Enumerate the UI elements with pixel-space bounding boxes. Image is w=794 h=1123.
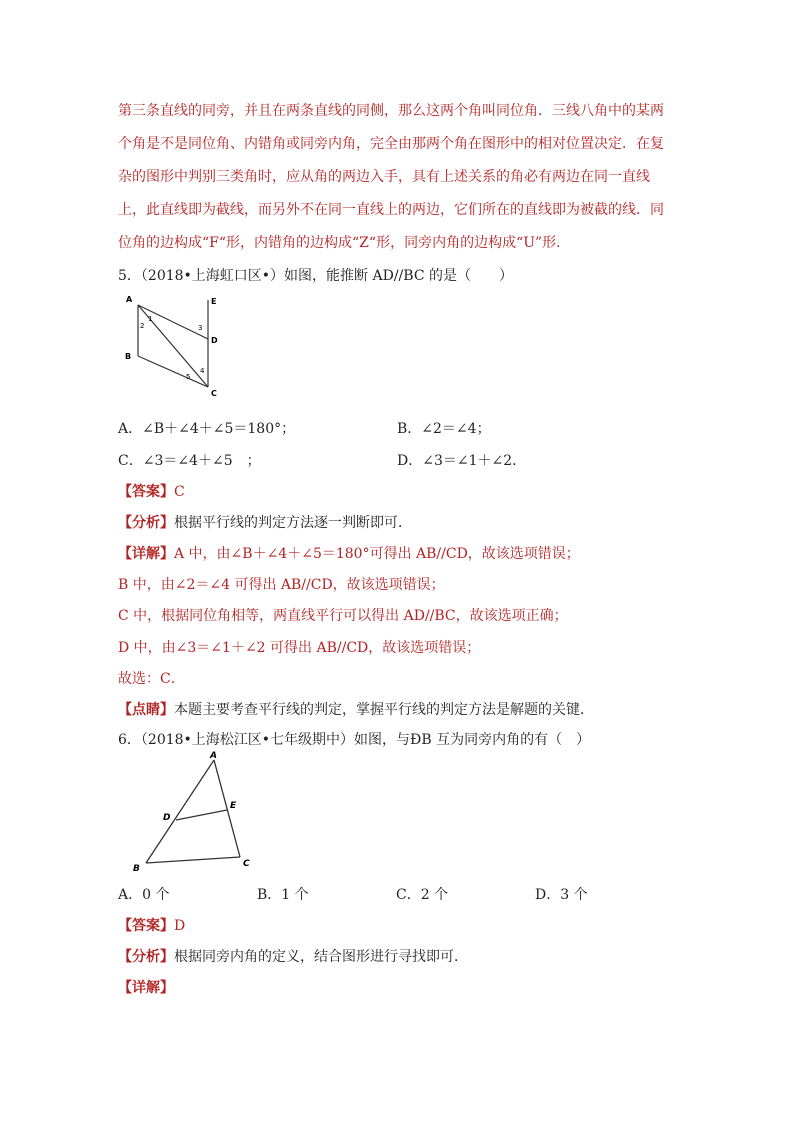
label-c: C	[243, 859, 250, 869]
q5-option-a: A．∠B＋∠4＋∠5＝180°；	[118, 421, 296, 437]
label-e: E	[211, 297, 217, 306]
q6-option-d: D．3 个	[535, 887, 588, 903]
segment-bc	[146, 857, 240, 863]
detail-tag: 【详解】	[118, 546, 174, 562]
answer-value: D	[174, 918, 186, 934]
label-b: B	[133, 864, 140, 874]
q6-figure	[128, 750, 263, 875]
answer-tag: 【答案】	[118, 918, 174, 934]
label-d: D	[211, 336, 218, 345]
segment-bc	[138, 356, 208, 387]
label-b: B	[125, 352, 132, 361]
label-d: D	[163, 813, 171, 823]
q5-choose: 故选：C．	[118, 671, 185, 687]
q5-detail-c: C 中，根据同位角相等，两直线平行可以得出 AD//BC，故该选项正确；	[118, 608, 568, 624]
intro-line-4: 上，此直线即为截线，而另外不在同一直线上的两边，它们所在的直线即为被截的线．同	[118, 202, 664, 218]
analysis-text: 根据平行线的判定方法逐一判断即可．	[174, 515, 412, 531]
q5-option-b: B．∠2＝∠4；	[397, 421, 491, 437]
analysis-text: 根据同旁内角的定义，结合图形进行寻找即可．	[174, 949, 468, 965]
point-text: 本题主要考查平行线的判定，掌握平行线的判定方法是解题的关键．	[174, 702, 594, 718]
q6-option-b: B．1 个	[257, 887, 309, 903]
intro-line-2: 个角是不是同位角、内错角或同旁内角，完全由那两个角在图形中的相对位置决定．在复	[118, 136, 664, 152]
label-angle-2: 2	[140, 322, 145, 330]
q5-stem: 5．（2018•上海虹口区•）如图，能推断 AD//BC 的是（ ）	[118, 268, 513, 284]
label-e: E	[230, 801, 237, 811]
q6-stem: 6．（2018•上海松江区•七年级期中）如图，与ÐB 互为同旁内角的有（ ）	[118, 732, 591, 748]
q6-option-a: A．0 个	[118, 887, 170, 903]
q5-detail-d: D 中，由∠3＝∠1＋∠2 可得出 AB//CD，故该选项错误；	[118, 640, 481, 656]
analysis-tag: 【分析】	[118, 515, 174, 531]
label-angle-4: 4	[200, 367, 205, 375]
intro-line-5: 位角的边构成“F“形，内错角的边构成“Z“形，同旁内角的边构成“U”形．	[118, 235, 571, 251]
q5-figure	[120, 288, 240, 400]
label-c: C	[211, 389, 217, 398]
label-angle-5: 5	[186, 373, 191, 381]
label-angle-1: 1	[148, 315, 153, 323]
detail-a-text: A 中，由∠B＋∠4＋∠5＝180°可得出 AB//CD，故该选项错误；	[174, 546, 580, 562]
label-a: A	[126, 295, 133, 304]
label-a: A	[210, 751, 217, 761]
q5-detail-a	[118, 543, 580, 563]
q5-option-d: D．∠3＝∠1＋∠2．	[397, 453, 527, 469]
intro-line-1: 第三条直线的同旁，并且在两条直线的同侧，那么这两个角叫同位角．三线八角中的某两	[118, 103, 664, 119]
segment-ab	[146, 760, 214, 863]
detail-tag: 【详解】	[118, 980, 174, 996]
answer-value: C	[174, 484, 185, 500]
q6-option-c: C．2 个	[396, 887, 449, 903]
point-tag: 【点睛】	[118, 702, 174, 718]
analysis-tag: 【分析】	[118, 949, 174, 965]
q5-detail-b: B 中，由∠2＝∠4 可得出 AB//CD，故该选项错误；	[118, 577, 445, 593]
q5-analysis	[118, 512, 412, 532]
q5-point	[118, 699, 594, 719]
answer-tag: 【答案】	[118, 484, 174, 500]
q6-analysis	[118, 946, 468, 966]
q6-detail	[118, 977, 174, 997]
intro-line-3: 杂的图形中判别三类角时，应从角的两边入手，具有上述关系的角必有两边在同一直线	[118, 169, 650, 185]
segment-de	[176, 810, 227, 820]
q5-answer	[118, 481, 185, 501]
q5-option-c: C．∠3＝∠4＋∠5 ；	[118, 453, 261, 469]
q6-answer	[118, 915, 185, 935]
label-angle-3: 3	[198, 324, 203, 332]
